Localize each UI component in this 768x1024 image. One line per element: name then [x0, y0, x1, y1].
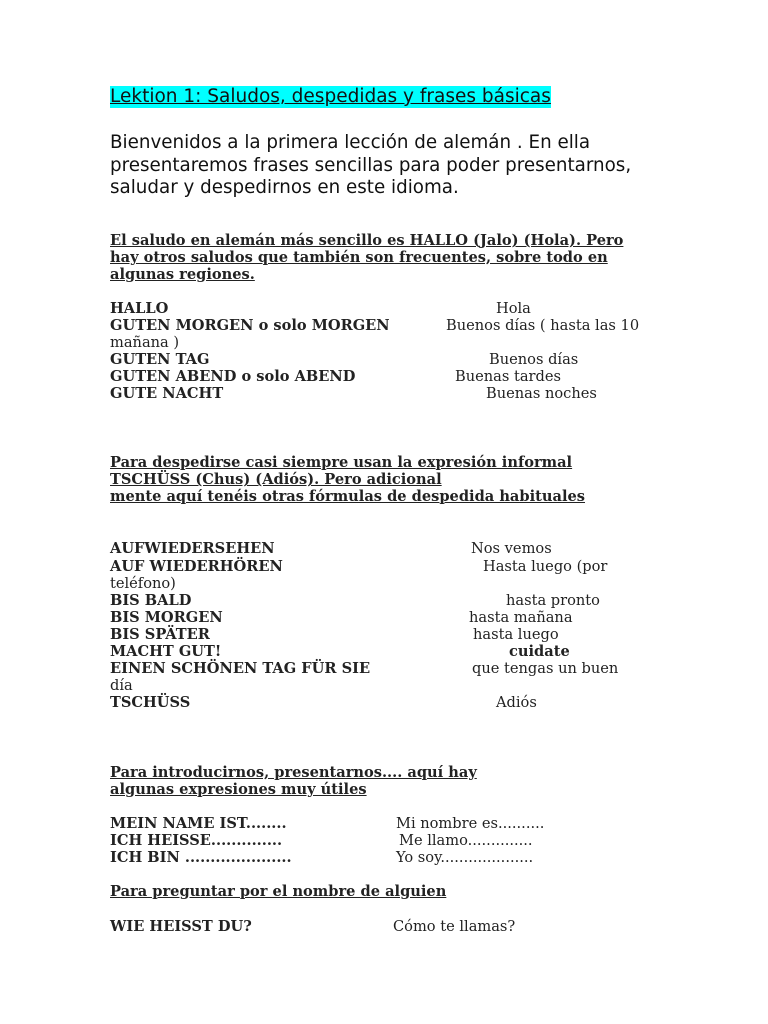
farewells-heading-line: mente aquí tenéis otras fórmulas de despedida habituales — [110, 488, 585, 505]
german-phrase: ICH BIN ..................... — [110, 849, 292, 866]
spanish-translation: Me llamo.............. — [399, 832, 533, 849]
phrase-row — [110, 558, 608, 575]
spanish-translation: Hasta luego (por — [483, 558, 608, 575]
german-phrase: HALLO — [110, 300, 169, 317]
intro-line: saludar y despedirnos en este idioma. — [110, 177, 459, 198]
greetings-heading-line: algunas regiones. — [110, 266, 255, 283]
translation-wrap: mañana ) — [110, 334, 180, 351]
german-phrase: AUFWIEDERSEHEN — [110, 540, 275, 557]
phrase-row — [110, 643, 570, 660]
phrase-row — [110, 317, 640, 334]
phrase-row — [110, 300, 531, 317]
spanish-translation: hasta mañana — [469, 609, 573, 626]
german-phrase: TSCHÜSS — [110, 694, 191, 711]
spanish-translation: cuidate — [509, 643, 570, 660]
phrase-row — [110, 609, 573, 626]
lesson-title: Lektion 1: Saludos, despedidas y frases básicas — [110, 86, 551, 107]
spanish-translation: Hola — [496, 300, 531, 317]
phrase-row — [110, 592, 600, 609]
phrase-row — [110, 832, 533, 849]
introductions-heading-line: algunas expresiones muy útiles — [110, 781, 367, 798]
german-phrase: MACHT GUT! — [110, 643, 222, 660]
intro-paragraph — [110, 132, 670, 200]
spanish-translation: Mi nombre es.......... — [396, 815, 545, 832]
german-phrase: MEIN NAME IST........ — [110, 815, 287, 832]
farewells-heading-line: TSCHÜSS (Chus) (Adiós). Pero adicional — [110, 471, 442, 488]
phrase-row — [110, 385, 597, 402]
intro-line: Bienvenidos a la primera lección de alemán . En ella — [110, 132, 591, 153]
phrase-row — [110, 351, 579, 368]
german-phrase: WIE HEISST DU? — [110, 918, 252, 935]
german-phrase: BIS MORGEN — [110, 609, 223, 626]
phrase-row — [110, 368, 561, 385]
german-phrase: BIS SPÄTER — [110, 626, 210, 643]
german-phrase: EINEN SCHÖNEN TAG FÜR SIE — [110, 660, 371, 677]
spanish-translation: Nos vemos — [471, 540, 552, 557]
spanish-translation: Adiós — [496, 694, 537, 711]
intro-line: presentaremos frases sencillas para poder presentarnos, — [110, 154, 632, 176]
spanish-translation: que tengas un buen — [472, 660, 619, 677]
spanish-translation: hasta pronto — [506, 592, 600, 609]
spanish-translation: Buenas noches — [486, 385, 597, 402]
spanish-translation: Buenos días — [489, 351, 579, 368]
german-phrase: GUTEN TAG — [110, 351, 210, 368]
greetings-heading-line: hay otros saludos que también son frecuentes, sobre todo en — [110, 249, 608, 266]
asking-name-heading: Para preguntar por el nombre de alguien — [110, 883, 447, 900]
german-phrase: AUF WIEDERHÖREN — [110, 558, 283, 575]
translation-wrap: día — [110, 677, 133, 694]
greetings-heading-line: El saludo en alemán más sencillo es HALLO (Jalo) (Hola). Pero — [110, 232, 624, 249]
phrase-row — [110, 626, 559, 643]
spanish-translation: Buenas tardes — [455, 368, 561, 385]
translation-wrap: teléfono) — [110, 575, 176, 592]
phrase-row — [110, 694, 537, 711]
introductions-heading-line: Para introducirnos, presentarnos.... aquí hay — [110, 764, 477, 781]
phrase-row — [110, 918, 516, 935]
spanish-translation: Cómo te llamas? — [393, 918, 516, 935]
phrase-row — [110, 849, 534, 866]
spanish-translation: hasta luego — [473, 626, 559, 643]
german-phrase: GUTEN ABEND o solo ABEND — [110, 368, 356, 385]
phrase-row — [110, 660, 619, 677]
spanish-translation: Yo soy.................... — [396, 849, 534, 866]
german-phrase: GUTEN MORGEN o solo MORGEN — [110, 317, 390, 334]
german-phrase: ICH HEISSE.............. — [110, 832, 283, 849]
german-phrase: BIS BALD — [110, 592, 192, 609]
phrase-row — [110, 540, 552, 557]
german-phrase: GUTE NACHT — [110, 385, 224, 402]
phrase-row — [110, 815, 545, 832]
farewells-heading-line: Para despedirse casi siempre usan la expresión informal — [110, 454, 573, 471]
spanish-translation: Buenos días ( hasta las 10 — [446, 317, 640, 334]
